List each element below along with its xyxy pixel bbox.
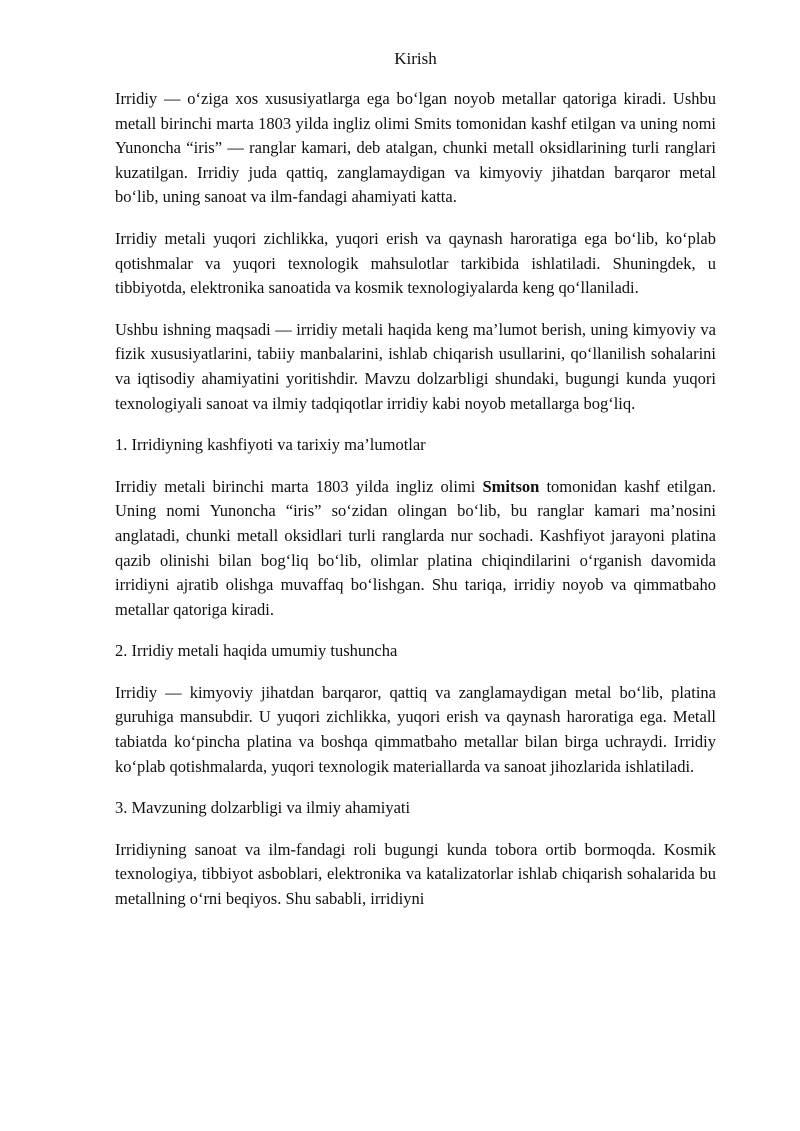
- intro-paragraph-1: Irridiy — o‘ziga xos xususiyatlarga ega bo‘lgan noyob metallar qatoriga kiradi. Ushbu metall birinchi marta 1803 yilda ingliz olimi Smits tomonidan kashf etilgan va uning nomi Yunoncha “iris” — ranglar kamari, deb atalgan, chunki metall oksidlarining turli ranglari kuzatilgan. Irridiy juda qattiq, zanglamaydigan va kimyoviy jihatdan barqaror metal bo‘lib, uning sanoat va ilm-fandagi ahamiyati katta.: [115, 89, 716, 207]
- section-2-paragraph: Irridiy — kimyoviy jihatdan barqaror, qattiq va zanglamaydigan metal bo‘lib, platina guruhiga mansubdir. U yuqori zichlikka, yuqori erish va qaynash haroratiga ega. Metall tabiatda ko‘pincha platina va boshqa qimmatbaho metallar bilan birga uchraydi. Irridiy ko‘plab qotishmalarda, yuqori texnologik materiallarda va sanoat jihozlarida ishlatiladi.: [115, 682, 716, 776]
- section-3-heading: 3. Mavzuning dolzarbligi va ilmiy ahamiyati: [115, 798, 411, 818]
- section-1-text-end: tomonidan kashf etilgan. Uning nomi Yunoncha “iris” so‘zidan olingan bo‘lib, bu ranglar kamari ma’nosini anglatadi, chunki metall oksidlari turli ranglarda nur sochadi. Kashfiyot jarayoni platina qazib olinishi bilan bog‘liq bo‘lib, olimlar platina chiqindilarini o‘rganish davomida irridiyni ajratib olishga muvaffaq bo‘lishgan. Shu tariqa, irridiy noyob va qimmatbaho metallar qatoriga kiradi.: [115, 476, 716, 619]
- page-title: Kirish: [394, 49, 437, 68]
- section-1-text-start: Irridiy metali birinchi marta 1803 yilda ingliz olimi: [115, 476, 483, 496]
- section-2-heading: 2. Irridiy metali haqida umumiy tushuncha: [115, 641, 398, 661]
- intro-paragraph-3: Ushbu ishning maqsadi — irridiy metali haqida keng ma’lumot berish, uning kimyoviy va fizik xususiyatlarini, tabiiy manbalarini, ishlab chiqarish usullarini, qo‘llanilish sohalarini va iqtisodiy ahamiyatini yoritishdir. Mavzu dolzarbligi shundaki, bugungi kunda yuqori texnologiyali sanoat va ilmiy tadqiqotlar irridiy kabi noyob metallarga bog‘liq.: [115, 319, 716, 413]
- section-3-paragraph: Irridiyning sanoat va ilm-fandagi roli bugungi kunda tobora ortib bormoqda. Kosmik texnologiya, tibbiyot asboblari, elektronika va katalizatorlar ishlab chiqarish sohalarida bu metallning o‘rni beqiyos. Shu sababli, irridiyni: [115, 839, 716, 909]
- intro-paragraph-2: Irridiy metali yuqori zichlikka, yuqori erish va qaynash haroratiga ega bo‘lib, ko‘plab qotishmalar va yuqori texnologik mahsulotlar tarkibida ishlatiladi. Shuningdek, u tibbiyotda, elektronika sanoatida va kosmik texnologiyalarda keng qo‘llaniladi.: [115, 228, 716, 298]
- smitson-name: Smitson: [482, 476, 540, 496]
- section-1-paragraph: [115, 475, 716, 623]
- section-1-heading: 1. Irridiyning kashfiyoti va tarixiy ma’lumotlar: [115, 435, 426, 455]
